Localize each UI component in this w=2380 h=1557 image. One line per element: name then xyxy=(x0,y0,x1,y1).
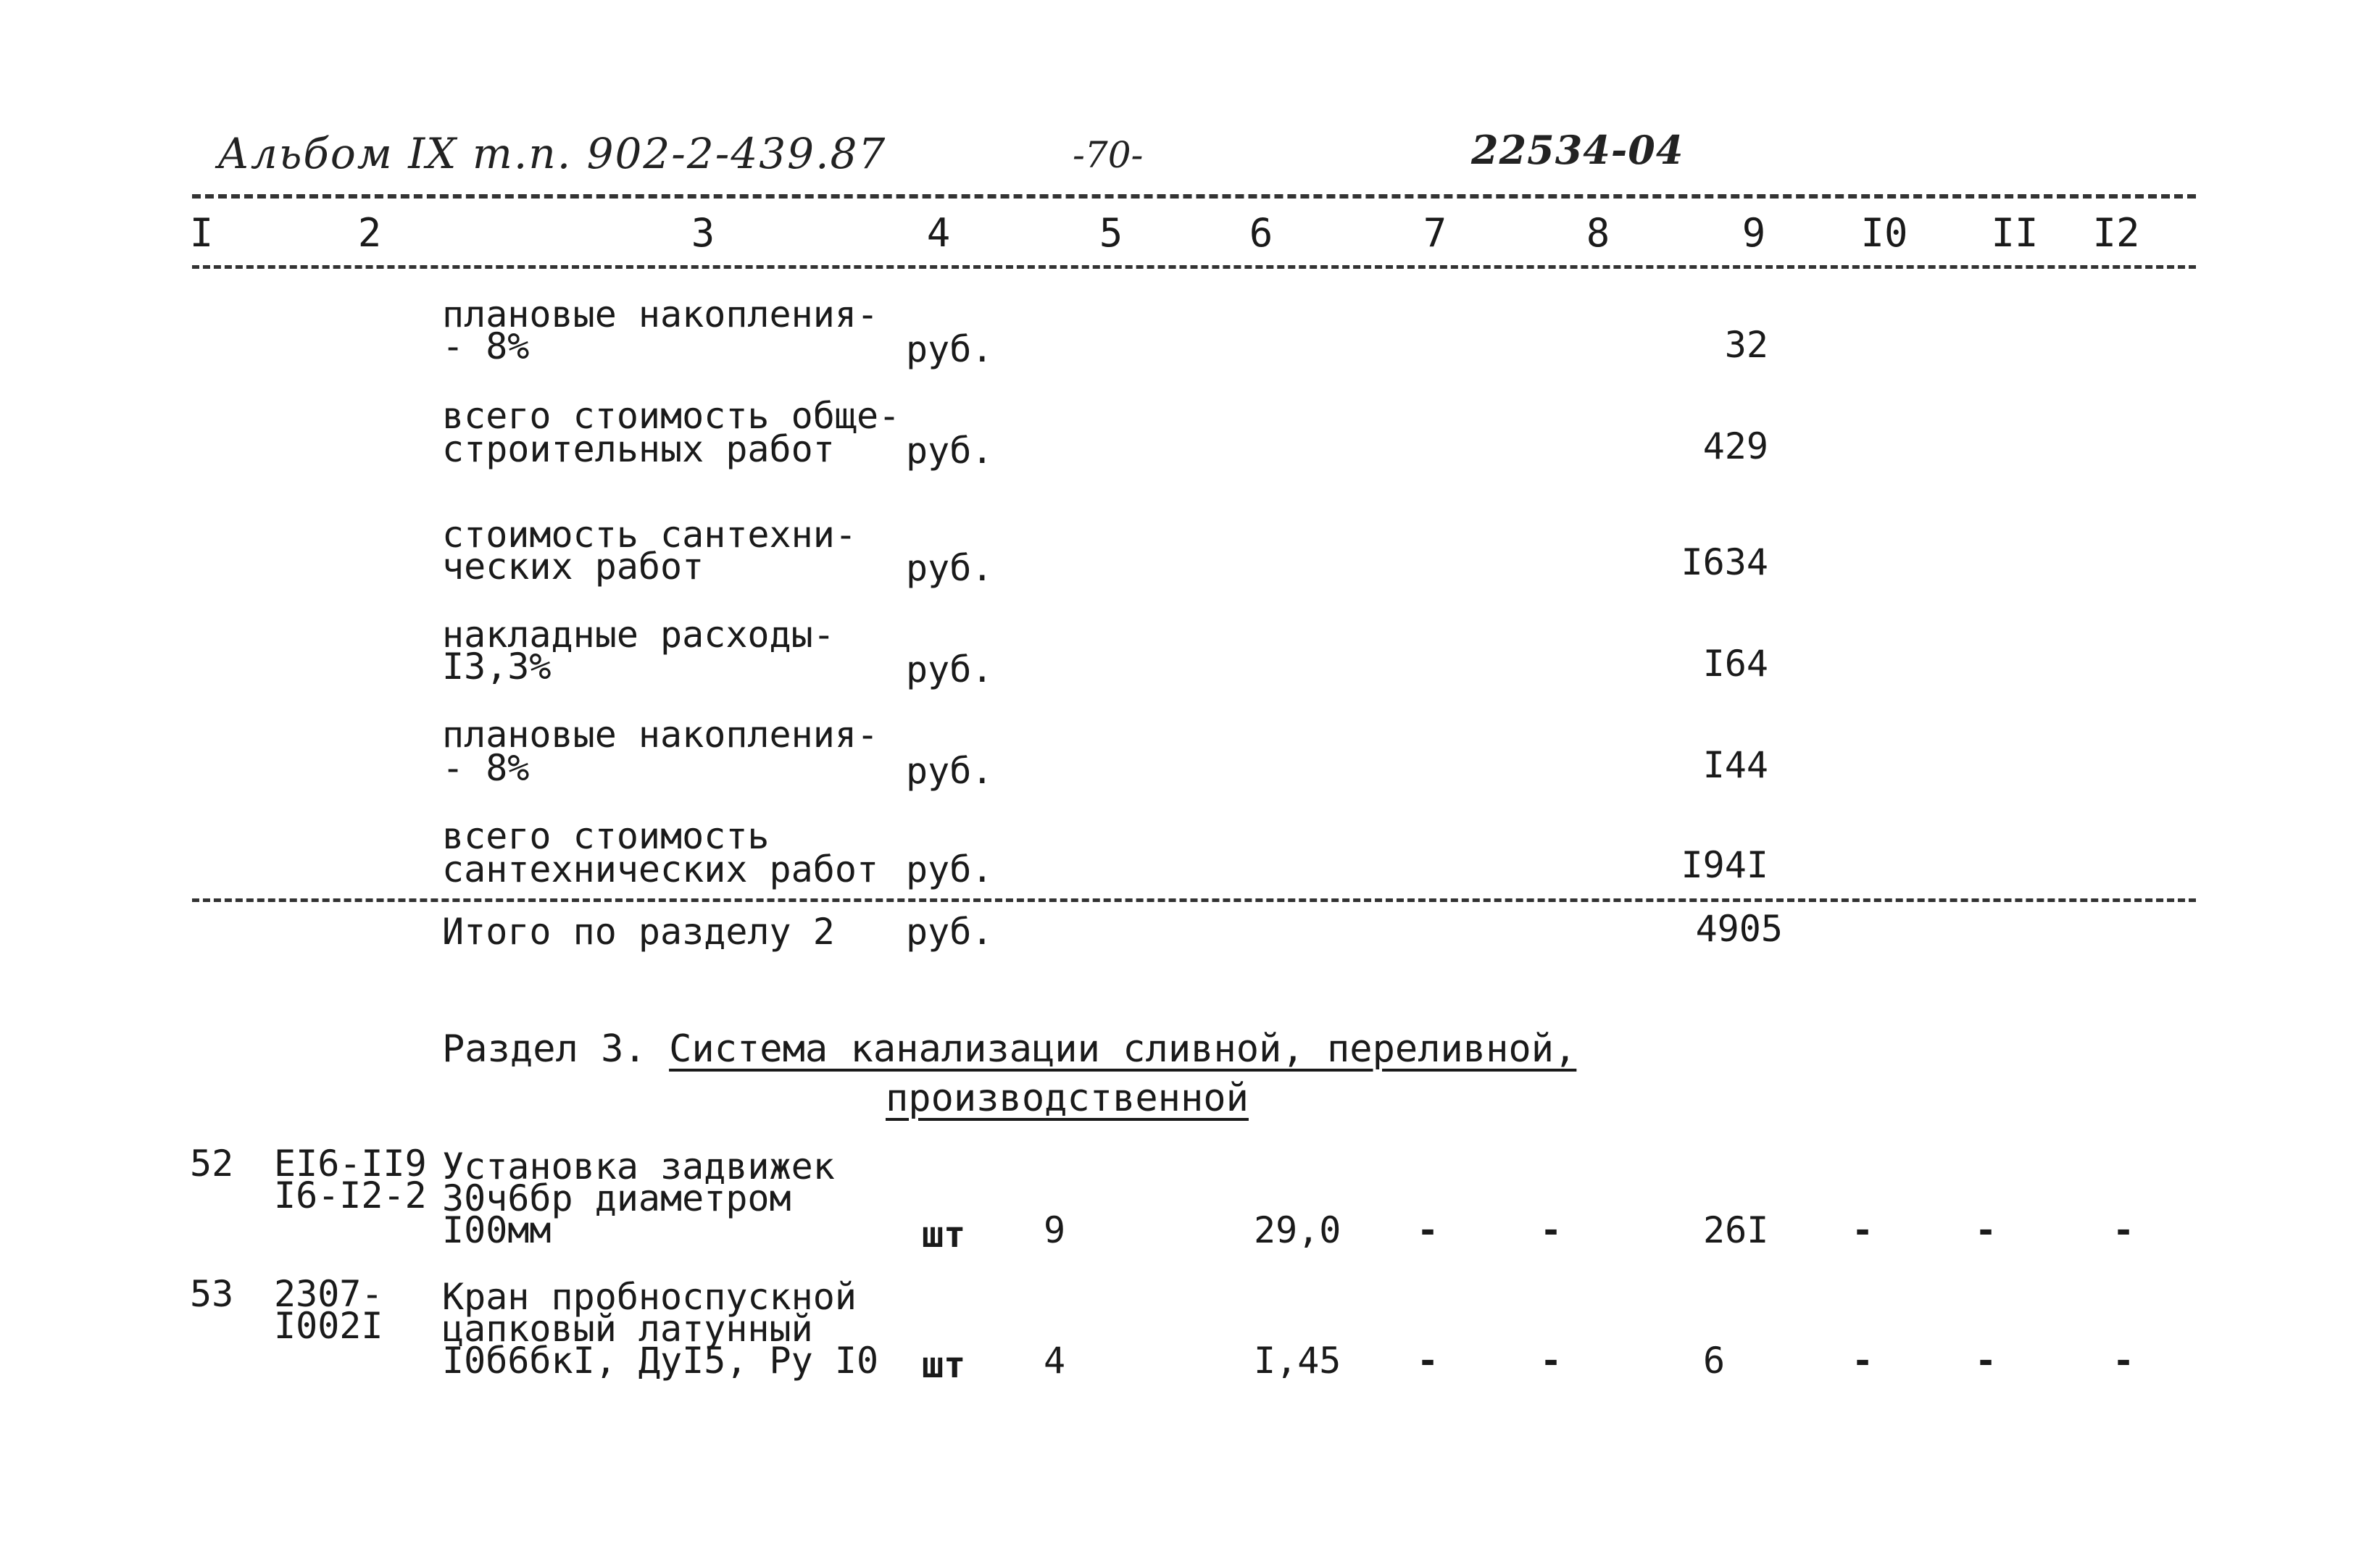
item-col12: - xyxy=(2112,1209,2135,1251)
section-prefix: Раздел 3. xyxy=(442,1027,646,1071)
row-unit: руб. xyxy=(906,547,994,589)
item-description: 30ч6бр диаметром xyxy=(442,1177,791,1219)
item-unit: шт xyxy=(922,1214,966,1256)
item-quantity: 4 xyxy=(1044,1340,1066,1382)
row-unit: руб. xyxy=(906,328,994,370)
item-reference: I6-I2-2 xyxy=(274,1174,427,1216)
item-col9: 6 xyxy=(1703,1340,1726,1382)
section-title-line2: производственной xyxy=(886,1077,1249,1120)
total-unit: руб. xyxy=(906,911,994,953)
item-reference: I002I xyxy=(274,1305,383,1347)
item-quantity: 9 xyxy=(1044,1209,1066,1251)
item-col7: - xyxy=(1416,1209,1439,1251)
item-description: Кран пробноспускной xyxy=(442,1276,857,1318)
document-code: 22534-04 xyxy=(1471,127,1684,173)
total-value: 4905 xyxy=(1695,908,1783,950)
item-number: 53 xyxy=(190,1273,234,1315)
row-description: - 8% xyxy=(442,325,530,367)
column-number: 5 xyxy=(1099,210,1123,256)
row-description: сантехнических работ xyxy=(442,848,879,890)
row-description: ческих работ xyxy=(442,546,704,588)
item-number: 52 xyxy=(190,1143,234,1185)
row-description: I3,3% xyxy=(442,646,552,688)
item-description: I00мм xyxy=(442,1209,552,1251)
column-number: 9 xyxy=(1742,210,1766,256)
item-col9: 26I xyxy=(1703,1209,1769,1251)
row-unit: руб. xyxy=(906,750,994,792)
column-number: 2 xyxy=(357,210,382,256)
item-description: Установка задвижек xyxy=(442,1145,835,1187)
item-reference: 2307- xyxy=(274,1273,383,1315)
row-value: I94I xyxy=(1681,844,1768,886)
item-col7: - xyxy=(1416,1340,1439,1382)
section-heading xyxy=(442,1027,1576,1071)
header-bottom-rule xyxy=(192,265,2196,269)
total-description: Итого по разделу 2 xyxy=(442,911,835,953)
column-number: 4 xyxy=(926,210,951,256)
item-col8: - xyxy=(1539,1209,1563,1251)
item-col10: - xyxy=(1851,1209,1874,1251)
row-description: строительных работ xyxy=(442,428,835,470)
section-title-line1: Система канализации сливной, переливной, xyxy=(669,1027,1577,1071)
row-description: плановые накопления- xyxy=(442,293,879,335)
row-unit: руб. xyxy=(906,430,994,472)
row-description: всего стоимость обще- xyxy=(442,395,901,437)
item-description: I0б6бкI, ДуI5, Ру I0 xyxy=(442,1340,879,1382)
column-number: I0 xyxy=(1860,210,1908,256)
column-number: 8 xyxy=(1586,210,1610,256)
row-value: 32 xyxy=(1724,324,1768,366)
item-price: I,45 xyxy=(1254,1340,1341,1382)
page-number: -70- xyxy=(1073,134,1144,176)
item-unit: шт xyxy=(922,1344,966,1386)
row-unit: руб. xyxy=(906,648,994,690)
column-number: I2 xyxy=(2092,210,2140,256)
item-col10: - xyxy=(1851,1340,1874,1382)
item-price: 29,0 xyxy=(1254,1209,1341,1251)
item-col8: - xyxy=(1539,1340,1563,1382)
row-value: I634 xyxy=(1681,541,1768,583)
column-number: 3 xyxy=(691,210,715,256)
header-top-rule xyxy=(192,194,2196,199)
item-col11: - xyxy=(1974,1340,1997,1382)
column-number: II xyxy=(1991,210,2039,256)
album-reference: Альбом IX т.п. 902-2-439.87 xyxy=(217,129,887,178)
row-unit: руб. xyxy=(906,848,994,890)
item-col12: - xyxy=(2112,1340,2135,1382)
row-description: накладные расходы- xyxy=(442,614,835,656)
row-description: всего стоимость xyxy=(442,815,770,857)
item-description: цапковый латунный xyxy=(442,1308,813,1350)
total-rule xyxy=(192,898,2196,902)
row-value: I44 xyxy=(1702,744,1768,786)
row-description: - 8% xyxy=(442,747,530,789)
row-description: плановые накопления- xyxy=(442,714,879,756)
item-reference: EI6-II9 xyxy=(274,1143,427,1185)
column-number: 6 xyxy=(1249,210,1273,256)
column-number: 7 xyxy=(1423,210,1447,256)
row-value: 429 xyxy=(1702,425,1768,467)
item-col11: - xyxy=(1974,1209,1997,1251)
row-description: стоимость сантехни- xyxy=(442,514,857,556)
column-number: I xyxy=(189,210,214,256)
row-value: I64 xyxy=(1702,643,1768,685)
